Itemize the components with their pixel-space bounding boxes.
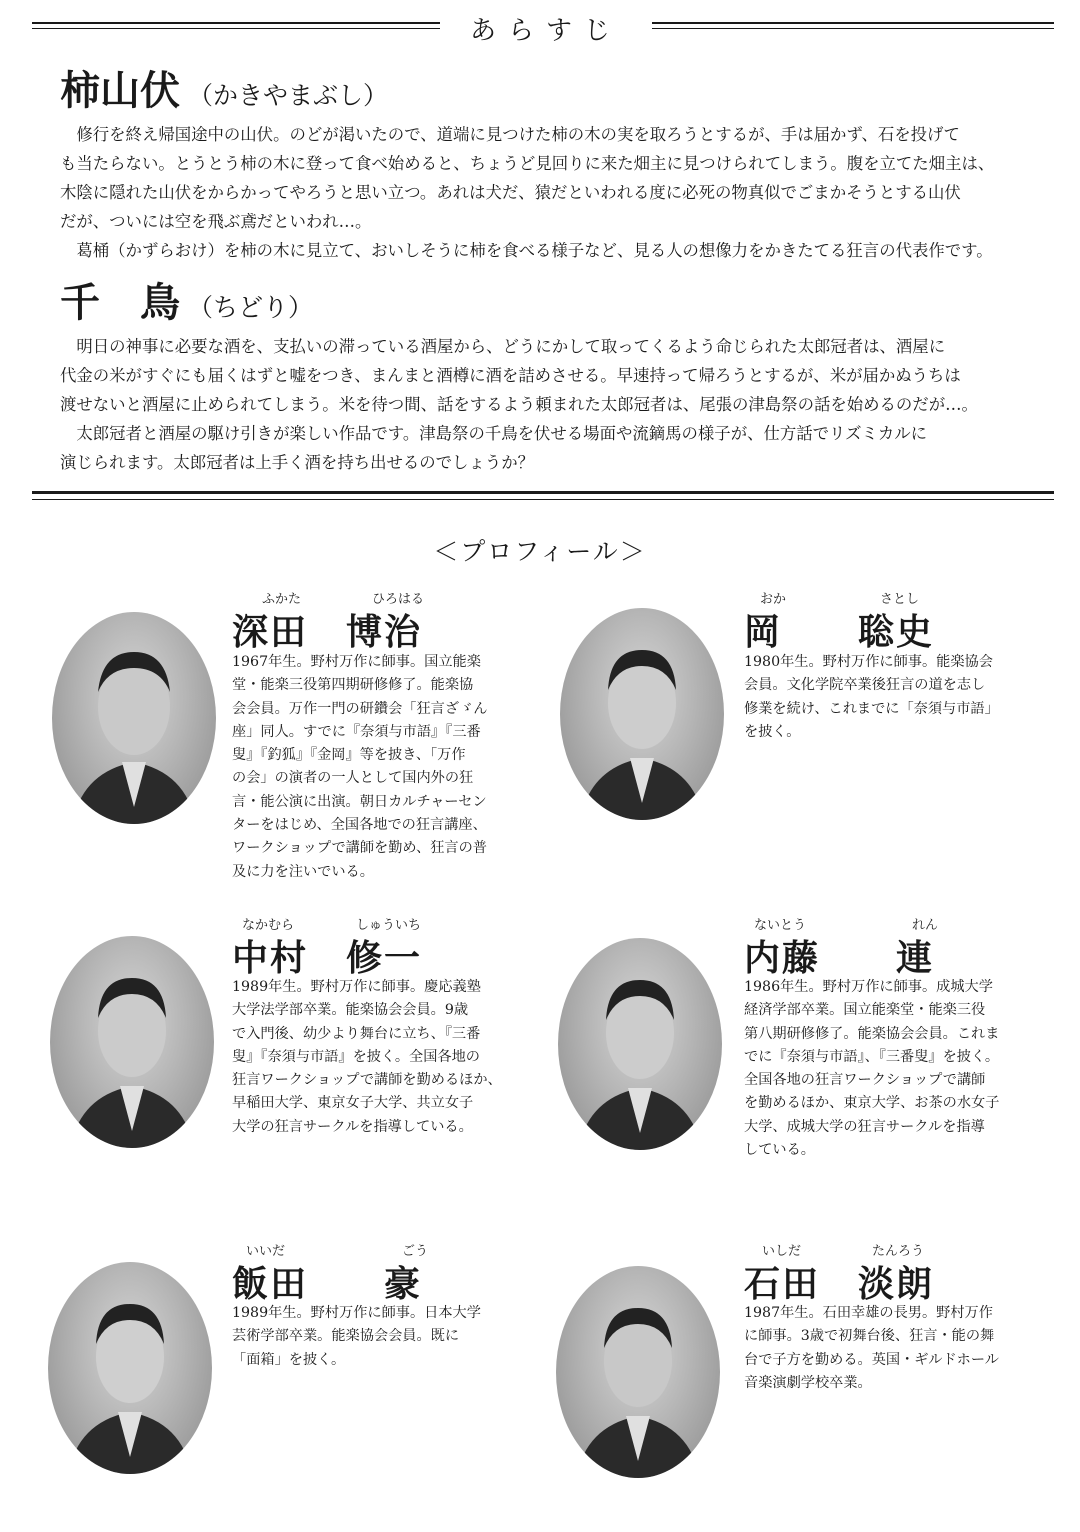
- person-name: 飯田 豪: [232, 1263, 423, 1305]
- synopsis-line: 代金の米がすぐにも届くはずと嘘をつき、まんまと酒樽に酒を詰めさせる。早速持って帰ろうとするが、米が届かぬうちは: [60, 366, 961, 385]
- play-title-row: [60, 280, 1040, 326]
- person-bio: 1980年生。野村万作に師事。能楽協会 会員。文化学院卒業後狂言の道を志し 修業を続け、これまでに「奈須与市語」 を披く。: [744, 654, 999, 740]
- synopsis-line: 葛桶（かずらおけ）を柿の木に見立て、おいしそうに柿を食べる様子など、見る人の想像力をかきたてる狂言の代表作です。: [76, 241, 993, 260]
- portrait-photo: [556, 1266, 720, 1478]
- play-title: 柿山伏: [60, 68, 180, 114]
- furigana-family: ふかた: [262, 592, 302, 607]
- header-rule-left: [32, 22, 440, 29]
- synopsis-line: 修行を終え帰国途中の山伏。のどが渇いたので、道端に見つけた柿の木の実を取ろうとするが、手は届かず、石を投げて: [76, 125, 960, 144]
- furigana-given: たんろう: [872, 1244, 925, 1259]
- play-synopsis: [60, 120, 1040, 265]
- furigana-family: なかむら: [242, 918, 295, 933]
- synopsis-header: [32, 10, 1054, 44]
- person-bio: 1967年生。野村万作に師事。国立能楽 堂・能楽三役第四期研修修了。能楽協 会会員。万作一門の研鑽会「狂言ざゞん 座」同人。すでに『奈須与市語』『三番 叟』『釣狐』『金岡』等を披き、「万作 の会」の演者の一人として国内外の狂 言・能公演に出演。朝日カルチャーセン ターをはじめ、全国各地での狂言講座、 ワークショップで講師を勤め、狂言の普 及に力を注いでいる。: [232, 654, 488, 880]
- synopsis-line: 演じられます。太郎冠者は上手く酒を持ち出せるのでしょうか？: [60, 453, 535, 472]
- furigana-given: しゅういち: [356, 918, 422, 933]
- synopsis-line: も当たらない。とうとう柿の木に登って食べ始めると、ちょうど見回りに来た畑主に見つけられてしまう。腹を立てた畑主は、: [60, 154, 995, 173]
- furigana-family: いいだ: [246, 1244, 286, 1259]
- portrait-photo: [48, 1262, 212, 1474]
- furigana-given: れん: [912, 918, 939, 933]
- synopsis-line: 明日の神事に必要な酒を、支払いの滞っている酒屋から、どうにかして取ってくるよう命じられた太郎冠者は、酒屋に: [76, 337, 946, 356]
- synopsis-title: あらすじ: [469, 16, 622, 46]
- play-reading: （ちどり）: [188, 293, 314, 322]
- profile-title: ＜プロフィール＞: [433, 537, 647, 566]
- person-name: 内藤 連: [744, 937, 935, 979]
- play-synopsis: [60, 332, 1040, 477]
- person-bio: 1989年生。野村万作に師事。日本大学 芸術学部卒業。能楽協会会員。既に 「面箱」を披く。: [232, 1305, 481, 1368]
- person-bio: 1987年生。石田幸雄の長男。野村万作 に師事。3歳で初舞台後、狂言・能の舞 台で子方を勤める。英国・ギルドホール 音楽演劇学校卒業。: [744, 1305, 999, 1391]
- person-bio: 1986年生。野村万作に師事。成城大学 経済学部卒業。国立能楽堂・能楽三役 第八期研修修了。能楽協会会員。これま でに『奈須与市語』、『三番叟』を披く。 全国各地の狂言ワークショップで講師 を勤めるほか、東京大学、お茶の水女子 大学、成城大学の狂言サークルを指導 している。: [744, 979, 1000, 1159]
- synopsis-line: 太郎冠者と酒屋の駆け引きが楽しい作品です。津島祭の千鳥を伏せる場面や流鏑馬の様子が、仕方話でリズミカルに: [76, 424, 928, 443]
- person-name: 中村 修一: [232, 937, 423, 979]
- synopsis-line: 渡せないと酒屋に止められてしまう。米を待つ間、話をするよう頼まれた太郎冠者は、尾張の津島祭の話を始めるのだが…。: [60, 395, 978, 414]
- furigana-family: おか: [760, 592, 787, 607]
- person-name: 深田 博治: [232, 611, 423, 653]
- portrait-photo: [50, 936, 214, 1148]
- furigana-given: ひろはる: [372, 592, 425, 607]
- play-reading: （かきやまぶし）: [188, 81, 389, 110]
- portrait-photo: [558, 938, 722, 1150]
- furigana-family: いしだ: [762, 1244, 802, 1259]
- person-bio: 1989年生。野村万作に師事。慶応義塾 大学法学部卒業。能楽協会会員。9歳 で入門後、幼少より舞台に立ち、『三番 叟』『奈須与市語』を披く。全国各地の 狂言ワークショップで講師を勤めるほか、 早稲田大学、東京女子大学、共立女子 大学の狂言サークルを指導している。: [232, 979, 502, 1135]
- portrait-photo: [52, 612, 216, 824]
- furigana-given: ごう: [402, 1244, 429, 1259]
- person-name: 岡 聡史: [744, 611, 935, 653]
- play-title-row: [60, 68, 1040, 114]
- play-chidori: [60, 280, 1040, 477]
- header-rule-right: [652, 22, 1054, 29]
- portrait-photo: [560, 608, 724, 820]
- play-kakiyamabushi: [60, 68, 1040, 265]
- synopsis-line: だが、ついには空を飛ぶ鳶だといわれ…。: [60, 212, 372, 231]
- furigana-family: ないとう: [754, 918, 807, 933]
- person-name: 石田 淡朗: [744, 1263, 935, 1305]
- furigana-given: さとし: [880, 592, 920, 607]
- section-divider: [32, 491, 1054, 500]
- play-title: 千 鳥: [60, 280, 180, 326]
- synopsis-line: 木陰に隠れた山伏をからかってやろうと思い立つ。あれは犬だ、猿だといわれる度に必死の物真似でごまかそうとする山伏: [60, 183, 961, 202]
